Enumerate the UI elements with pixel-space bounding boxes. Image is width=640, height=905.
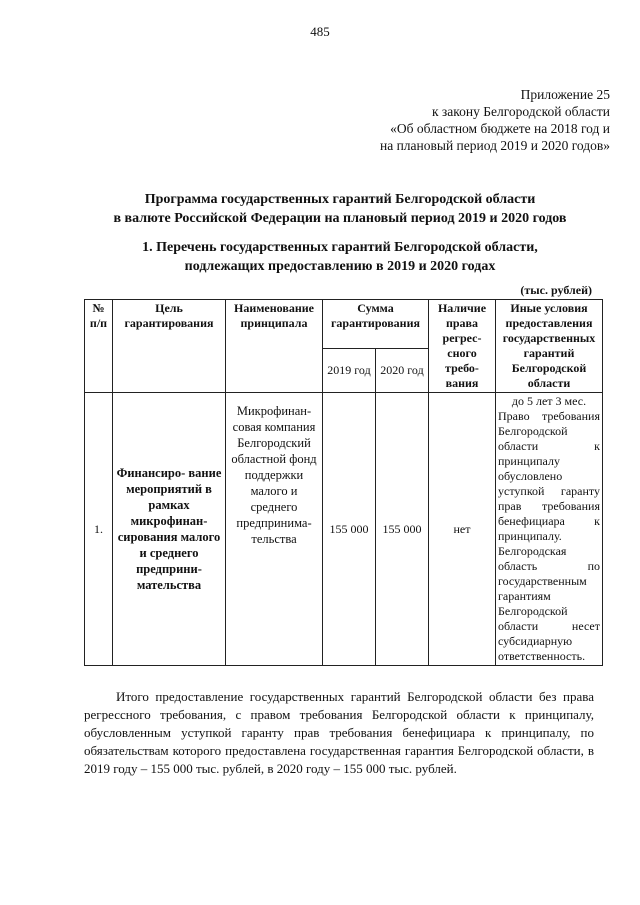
header-num: № п/п [85,300,113,393]
appendix-line-3: «Об областном бюджете на 2018 год и [390,121,610,136]
header-regress: Наличие права регрес- сного требо- вания [429,300,496,393]
list-title-line-1: 1. Перечень государственных гарантий Белгородской области, [142,240,538,255]
row-other-conditions [496,393,603,666]
list-title [60,238,620,276]
row-other-text: Право требования Белгородской области к принципалу обусловлено уступкой гаранту прав требования бенефициара к принципалу. Белгородская область по государственным гарантиям Белгородской области несет субсидиарную ответственность. [498,409,600,663]
appendix-line-1: Приложение 25 [520,87,610,102]
appendix-line-2: к закону Белгородской области [432,104,610,119]
row-principal: Микрофинан- совая компания Белгородский областной фонд поддержки малого и среднего предпринима- тельства [226,393,323,666]
table-row [85,393,603,666]
guarantees-table [84,299,603,666]
row-sum-2019: 155 000 [323,393,376,666]
header-other: Иные условия предоставления государственных гарантий Белгородской области [496,300,603,393]
appendix-line-4: на плановый период 2019 и 2020 годов» [379,138,610,153]
summary-paragraph: Итого предоставление государственных гарантий Белгородской области без права регрессного требования, с правом требования Белгородской области к принципалу, обусловленным уступкой гаранту прав требования бенефициара к принципалу, по обязательствам которого предоставлена государственная гарантия Белгородской области, в 2019 году – 155 000 тыс. рублей, в 2020 году – 155 000 тыс. рублей. [84,689,594,776]
header-goal: Цель гарантирования [113,300,226,393]
row-regress: нет [429,393,496,666]
page-number: 485 [310,24,330,39]
units-label: (тыс. рублей) [520,283,592,297]
row-goal: Финансиро- вание мероприятий в рамках микрофинан- сирования малого и среднего предприни- мательства [113,393,226,666]
header-row [85,300,603,349]
row-other-term: до 5 лет 3 мес. [511,394,587,408]
appendix-note [300,86,610,154]
header-sum: Сумма гарантирования [323,300,429,349]
list-title-line-2: подлежащих предоставлению в 2019 и 2020 годах [184,259,496,274]
header-principal: Наименование принципала [226,300,323,393]
program-title [60,190,620,228]
row-sum-2020: 155 000 [376,393,429,666]
row-num: 1. [85,393,113,666]
header-year-2019: 2019 год [323,348,376,392]
program-title-line-2: в валюте Российской Федерации на плановый период 2019 и 2020 годов [113,211,567,226]
program-title-line-1: Программа государственных гарантий Белгородской области [144,192,536,207]
header-year-2020: 2020 год [376,348,429,392]
